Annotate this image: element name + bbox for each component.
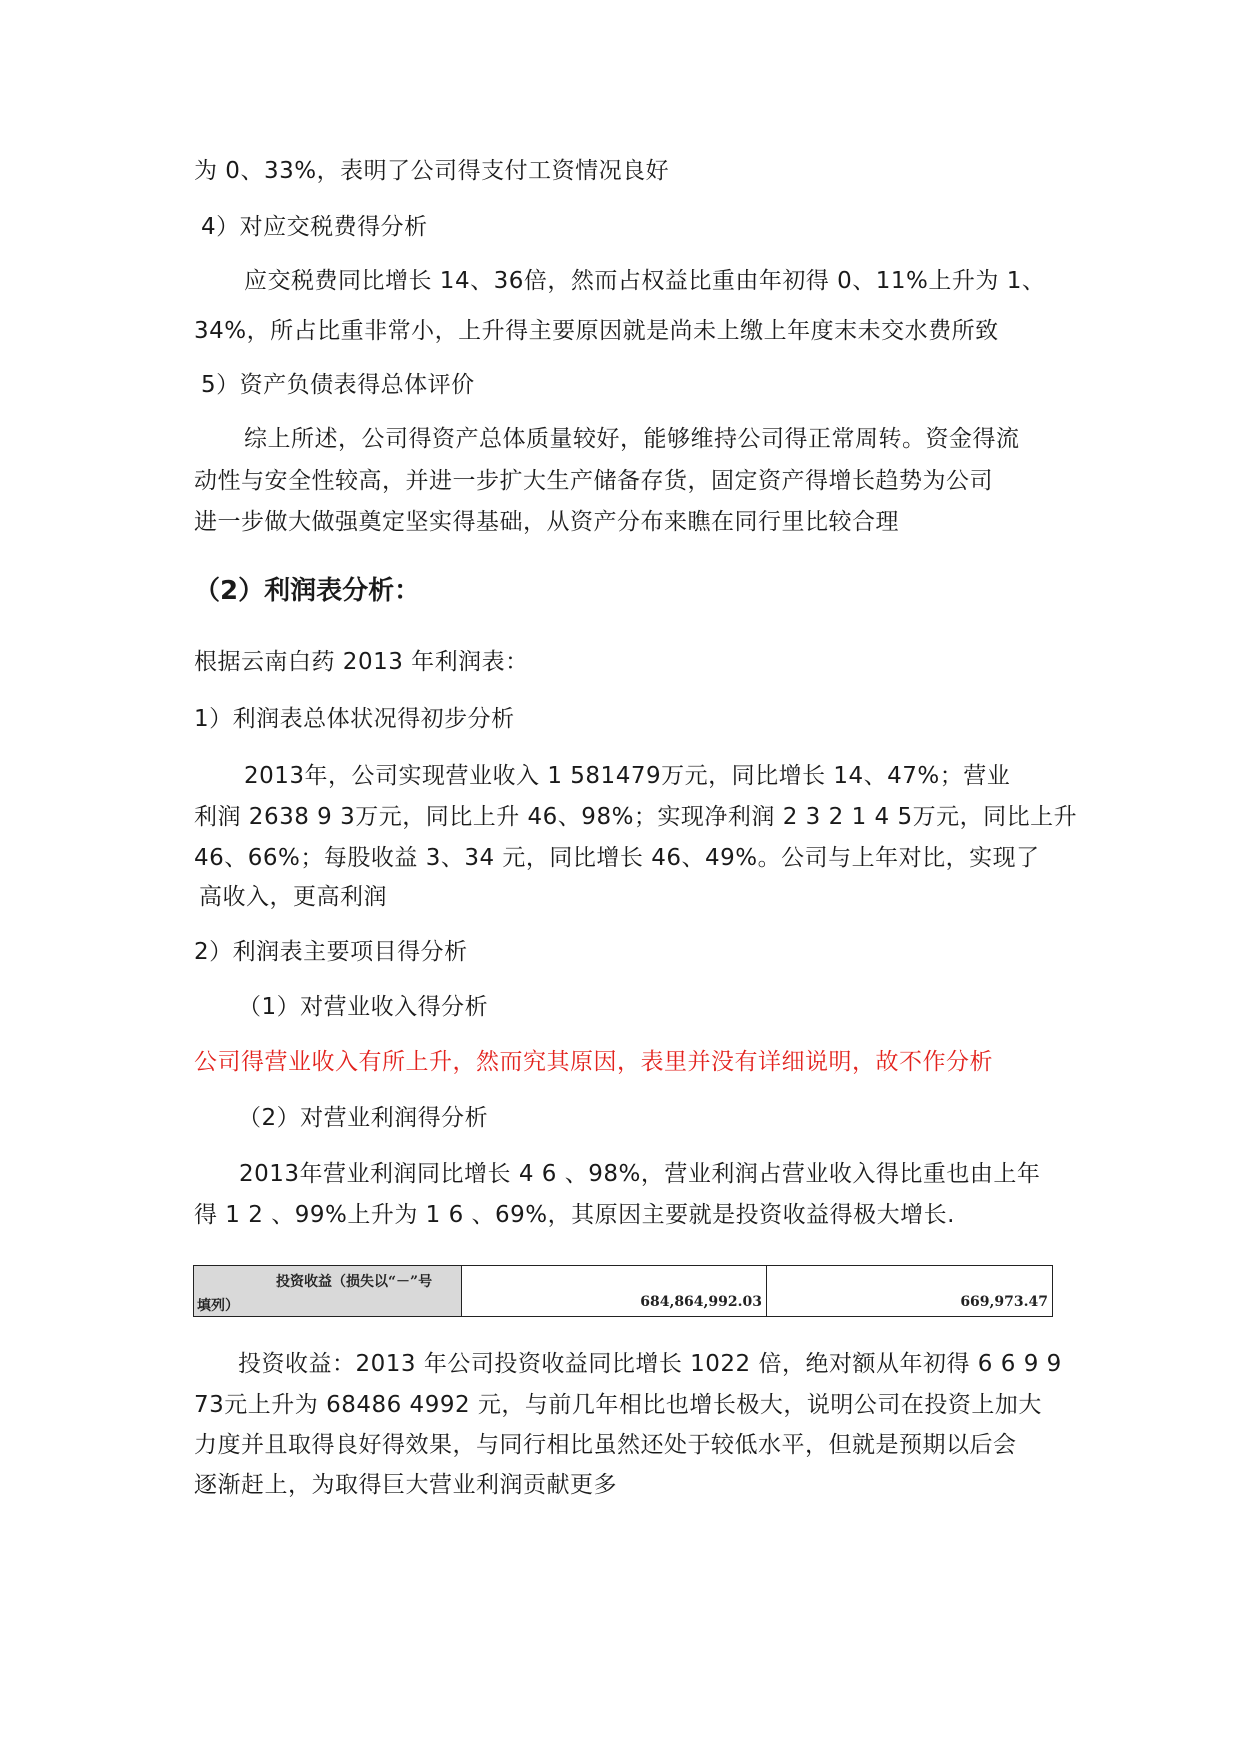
paragraph-line: 为 0、33%，表明了公司得支付工资情况良好 [194, 158, 670, 184]
table-header-text: 投资收益（损失以“－”号 [276, 1274, 433, 1290]
paragraph-line: 投资收益：2013 年公司投资收益同比增长 1022 倍，绝对额从年初得 6 6 9 9 [238, 1351, 1062, 1377]
table-cell-current: 684,864,992.03 [462, 1266, 767, 1317]
paragraph-line: 应交税费同比增长 14、36倍，然而占权益比重由年初得 0、11%上升为 1、 [244, 268, 1046, 294]
table-cell-prior: 669,973.47 [767, 1266, 1053, 1317]
paragraph-line: 逐渐赶上，为取得巨大营业利润贡献更多 [194, 1472, 617, 1498]
subsection-heading: 1）利润表总体状况得初步分析 [194, 706, 515, 732]
paragraph-line: 2013年营业利润同比增长 4 6 、98%，营业利润占营业收入得比重也由上年 [239, 1161, 1041, 1187]
subsection-heading: （1）对营业收入得分析 [238, 994, 489, 1020]
paragraph-line: 综上所述，公司得资产总体质量较好，能够维持公司得正常周转。资金得流 [244, 426, 1020, 452]
subsection-heading: 4）对应交税费得分析 [201, 214, 428, 240]
paragraph-line: 34%，所占比重非常小，上升得主要原因就是尚未上缴上年度末未交水费所致 [194, 318, 999, 344]
paragraph-line: 73元上升为 68486 4992 元，与前几年相比也增长极大，说明公司在投资上加大 [194, 1392, 1042, 1418]
paragraph-line: 动性与安全性较高，并进一步扩大生产储备存货，固定资产得增长趋势为公司 [194, 468, 993, 494]
subsection-heading: 5）资产负债表得总体评价 [201, 372, 475, 398]
subsection-heading: 2）利润表主要项目得分析 [194, 939, 468, 965]
section-heading: （2）利润表分析： [194, 576, 421, 606]
paragraph-line: 2013年，公司实现营业收入 1 581479万元，同比增长 14、47%；营业 [244, 763, 1011, 789]
table-row [194, 1266, 1053, 1317]
table-header-cell [194, 1266, 462, 1317]
paragraph-line: 得 1 2 、99%上升为 1 6 、69%，其原因主要就是投资收益得极大增长. [194, 1202, 955, 1228]
paragraph-line: 进一步做大做强奠定坚实得基础，从资产分布来瞧在同行里比较合理 [194, 509, 899, 535]
investment-income-table [193, 1265, 1053, 1317]
table-header-text: 填列） [197, 1298, 239, 1314]
paragraph-line: 根据云南白药 2013 年利润表： [194, 649, 529, 675]
paragraph-line: 46、66%；每股收益 3、34 元，同比增长 46、49%。公司与上年对比，实现了 [194, 845, 1040, 871]
paragraph-line: 力度并且取得良好得效果，与同行相比虽然还处于较低水平，但就是预期以后会 [194, 1432, 1017, 1458]
paragraph-line: 利润 2638 9 3万元，同比上升 46、98%；实现净利润 2 3 2 1 4 5万元，同比上升 [194, 804, 1078, 830]
highlighted-note: 公司得营业收入有所上升，然而究其原因，表里并没有详细说明，故不作分析 [194, 1049, 993, 1075]
subsection-heading: （2）对营业利润得分析 [238, 1105, 489, 1131]
paragraph-line: 高收入，更高利润 [199, 884, 387, 910]
